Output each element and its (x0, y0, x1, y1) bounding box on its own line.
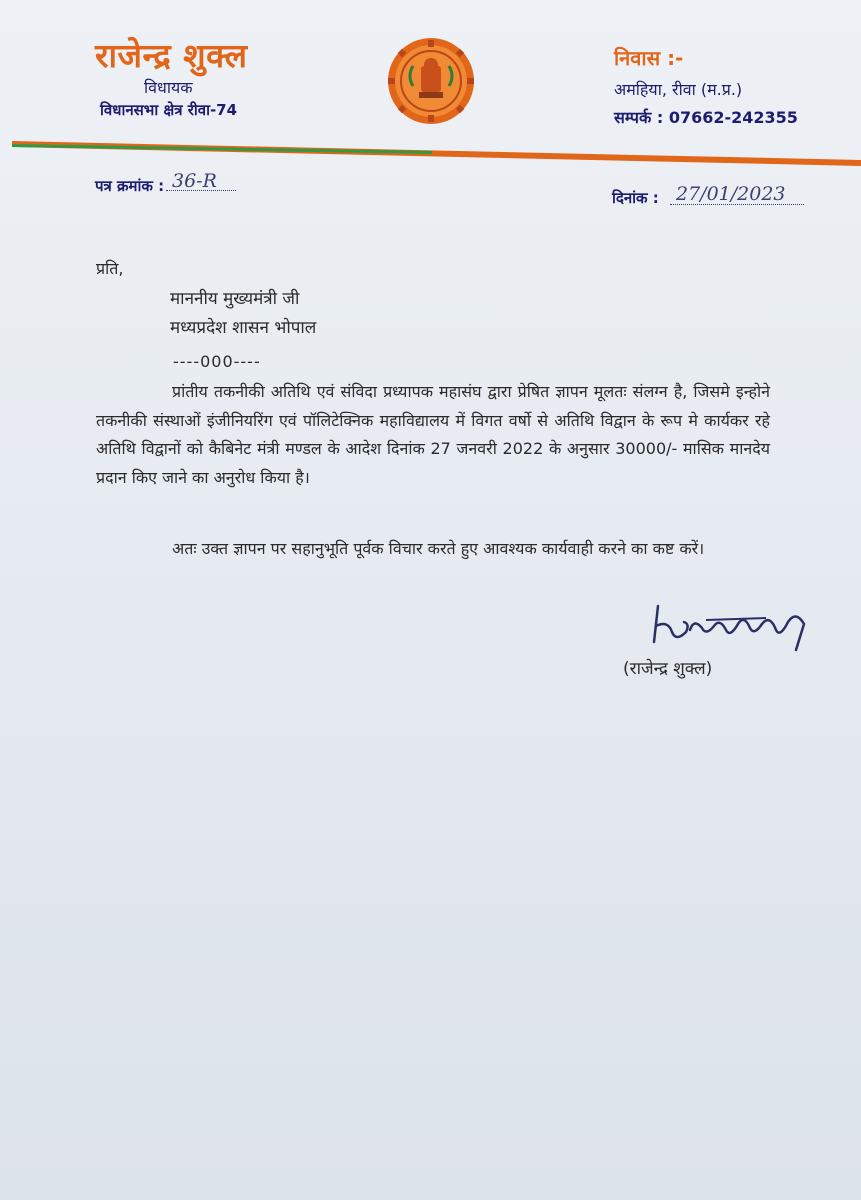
date-value: 27/01/2023 (676, 183, 786, 205)
signatory-name: (राजेन्द्र शुक्ल) (623, 659, 713, 679)
reference-number-label: पत्र क्रमांक : (95, 177, 165, 195)
sender-name: राजेन्द्र शुक्ल (95, 36, 248, 75)
madhya-pradesh-emblem-icon (383, 36, 479, 126)
tricolor-band (12, 138, 861, 166)
letter-paragraph-2: अतः उक्त ज्ञापन पर सहानुभूति पूर्वक विचार करते हुए आवश्यक कार्यवाही करने का कष्ट करें। (172, 539, 705, 558)
contact-number: सम्पर्क : 07662-242355 (614, 108, 798, 127)
letter-paragraph-1: प्रांतीय तकनीकी अतिथि एवं संविदा प्रध्यापक महासंघ द्वारा प्रेषित ज्ञापन मूलतः संलग्न है, जिसमे इन्होने तकनीकी संस्थाओं इंजीनियरिंग एवं पॉलिटेक्निक महाविद्यालय में विगत वर्षो से अतिथि विद्वान के रूप मे कार्यकर रहे अतिथि विद्वानों को कैबिनेट मंत्री मण्डल के आदेश दिनांक 27 जनवरी 2022 के अनुसार 30000/- मासिक मानदेय प्रदान किए जाने का अनुरोध किया है। (96, 382, 770, 487)
residence-address: अमहिया, रीवा (म.प्र.) (614, 80, 743, 99)
addressee-line-2: मध्यप्रदेश शासन भोपाल (170, 318, 317, 338)
salutation: प्रति, (96, 259, 124, 278)
date-label: दिनांक : (612, 189, 659, 207)
separator: ----000---- (173, 352, 261, 371)
reference-number-value: 36-R (172, 170, 217, 192)
residence-label: निवास :- (614, 46, 684, 70)
sender-designation: विधायक (144, 78, 193, 97)
sender-constituency: विधानसभा क्षेत्र रीवा-74 (100, 101, 238, 119)
addressee-line-1: माननीय मुख्यमंत्री जी (170, 289, 300, 309)
